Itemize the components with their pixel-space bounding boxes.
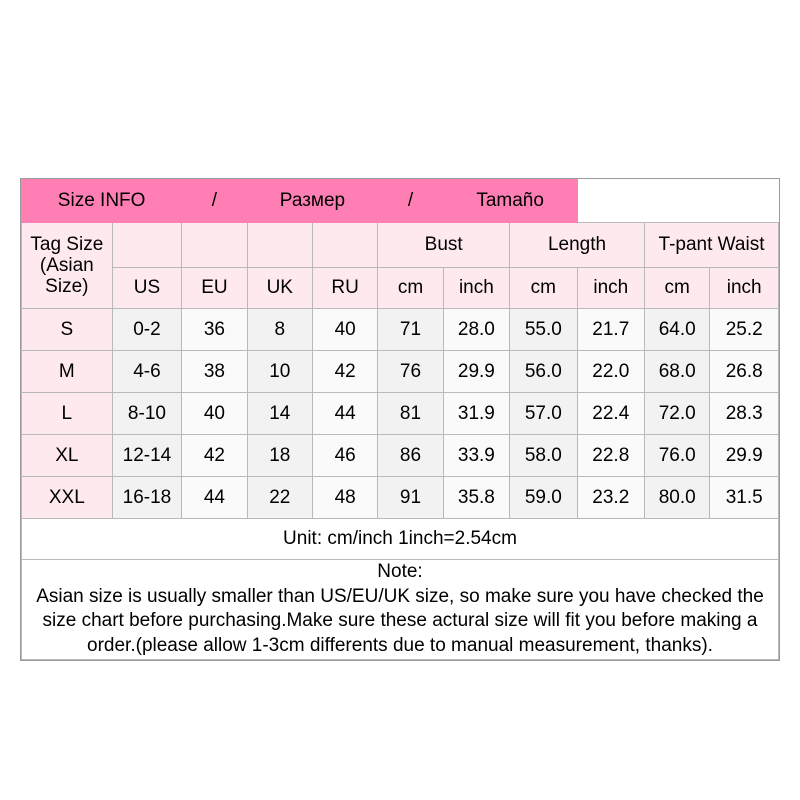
cell-bust-cm: 76: [378, 351, 443, 393]
cell-length-cm: 58.0: [510, 435, 577, 477]
unit-note: Unit: cm/inch 1inch=2.54cm: [22, 519, 779, 560]
cell-bust-cm: 71: [378, 309, 443, 351]
cell-waist-cm: 80.0: [645, 477, 710, 519]
cell-uk: 8: [247, 309, 312, 351]
header-bust: Bust: [378, 223, 510, 268]
cell-tag-size: XL: [22, 435, 113, 477]
cell-eu: 40: [182, 393, 247, 435]
subheader-eu: EU: [182, 268, 247, 309]
cell-us: 4-6: [112, 351, 182, 393]
banner-blank-area: [577, 180, 778, 223]
cell-waist-cm: 76.0: [645, 435, 710, 477]
cell-ru: 42: [312, 351, 377, 393]
cell-bust-cm: 81: [378, 393, 443, 435]
cell-waist-inch: 31.5: [710, 477, 779, 519]
note-line-3: order.(please allow 1-3cm differents due to manual measurement, thanks).: [87, 635, 713, 657]
cell-uk: 22: [247, 477, 312, 519]
group-empty-us: [112, 223, 182, 268]
cell-bust-inch: 28.0: [443, 309, 509, 351]
cell-length-cm: 59.0: [510, 477, 577, 519]
cell-waist-inch: 26.8: [710, 351, 779, 393]
cell-eu: 44: [182, 477, 247, 519]
banner-separator-1: /: [182, 180, 247, 223]
cell-length-inch: 22.8: [577, 435, 644, 477]
subheader-length-cm: cm: [510, 268, 577, 309]
cell-length-cm: 55.0: [510, 309, 577, 351]
cell-waist-inch: 29.9: [710, 435, 779, 477]
cell-eu: 42: [182, 435, 247, 477]
group-empty-ru: [312, 223, 377, 268]
cell-uk: 14: [247, 393, 312, 435]
subheader-waist-cm: cm: [645, 268, 710, 309]
cell-bust-inch: 35.8: [443, 477, 509, 519]
cell-bust-cm: 86: [378, 435, 443, 477]
cell-uk: 18: [247, 435, 312, 477]
cell-tag-size: XXL: [22, 477, 113, 519]
cell-ru: 44: [312, 393, 377, 435]
cell-length-cm: 56.0: [510, 351, 577, 393]
header-tag-size: [22, 223, 113, 309]
table-row: [22, 393, 779, 435]
header-tag-size-line2: (Asian: [39, 254, 94, 276]
cell-bust-cm: 91: [378, 477, 443, 519]
cell-us: 0-2: [112, 309, 182, 351]
cell-ru: 40: [312, 309, 377, 351]
header-tpant-waist: T-pant Waist: [645, 223, 779, 268]
cell-length-inch: 23.2: [577, 477, 644, 519]
size-chart-container: [20, 178, 780, 661]
banner-row: [22, 180, 779, 223]
cell-uk: 10: [247, 351, 312, 393]
cell-length-inch: 21.7: [577, 309, 644, 351]
banner-tamano: Tamaño: [443, 180, 577, 223]
table-row: [22, 477, 779, 519]
cell-bust-inch: 31.9: [443, 393, 509, 435]
note-row: [22, 560, 779, 660]
table-row: [22, 309, 779, 351]
size-chart-table: [21, 179, 779, 660]
subheader-bust-inch: inch: [443, 268, 509, 309]
group-empty-uk: [247, 223, 312, 268]
header-tag-size-line1: Tag Size: [30, 233, 104, 255]
cell-bust-inch: 29.9: [443, 351, 509, 393]
cell-us: 12-14: [112, 435, 182, 477]
cell-us: 16-18: [112, 477, 182, 519]
cell-ru: 46: [312, 435, 377, 477]
group-header-row: [22, 223, 779, 268]
cell-eu: 36: [182, 309, 247, 351]
header-length: Length: [510, 223, 645, 268]
unit-row: [22, 519, 779, 560]
cell-tag-size: L: [22, 393, 113, 435]
note-line-1: Asian size is usually smaller than US/EU/UK size, so make sure you have checked the: [36, 585, 764, 607]
cell-us: 8-10: [112, 393, 182, 435]
banner-separator-2: /: [378, 180, 443, 223]
cell-ru: 48: [312, 477, 377, 519]
banner-size-info: Size INFO: [22, 180, 182, 223]
cell-length-inch: 22.4: [577, 393, 644, 435]
subheader-us: US: [112, 268, 182, 309]
cell-waist-inch: 25.2: [710, 309, 779, 351]
cell-tag-size: M: [22, 351, 113, 393]
subheader-bust-cm: cm: [378, 268, 443, 309]
cell-length-inch: 22.0: [577, 351, 644, 393]
subheader-ru: RU: [312, 268, 377, 309]
note-block: [22, 560, 779, 660]
cell-waist-cm: 68.0: [645, 351, 710, 393]
subheader-length-inch: inch: [577, 268, 644, 309]
table-row: [22, 351, 779, 393]
subheader-uk: UK: [247, 268, 312, 309]
group-empty-eu: [182, 223, 247, 268]
note-line-2: size chart before purchasing.Make sure these actural size will fit you before making a: [42, 610, 758, 632]
cell-tag-size: S: [22, 309, 113, 351]
subheader-waist-inch: inch: [710, 268, 779, 309]
banner-razmer: Размер: [247, 180, 378, 223]
cell-length-cm: 57.0: [510, 393, 577, 435]
cell-waist-cm: 72.0: [645, 393, 710, 435]
header-tag-size-line3: Size): [45, 276, 89, 298]
table-row: [22, 435, 779, 477]
cell-bust-inch: 33.9: [443, 435, 509, 477]
cell-waist-cm: 64.0: [645, 309, 710, 351]
note-title: Note:: [377, 561, 423, 582]
cell-waist-inch: 28.3: [710, 393, 779, 435]
sub-header-row: [22, 268, 779, 309]
cell-eu: 38: [182, 351, 247, 393]
